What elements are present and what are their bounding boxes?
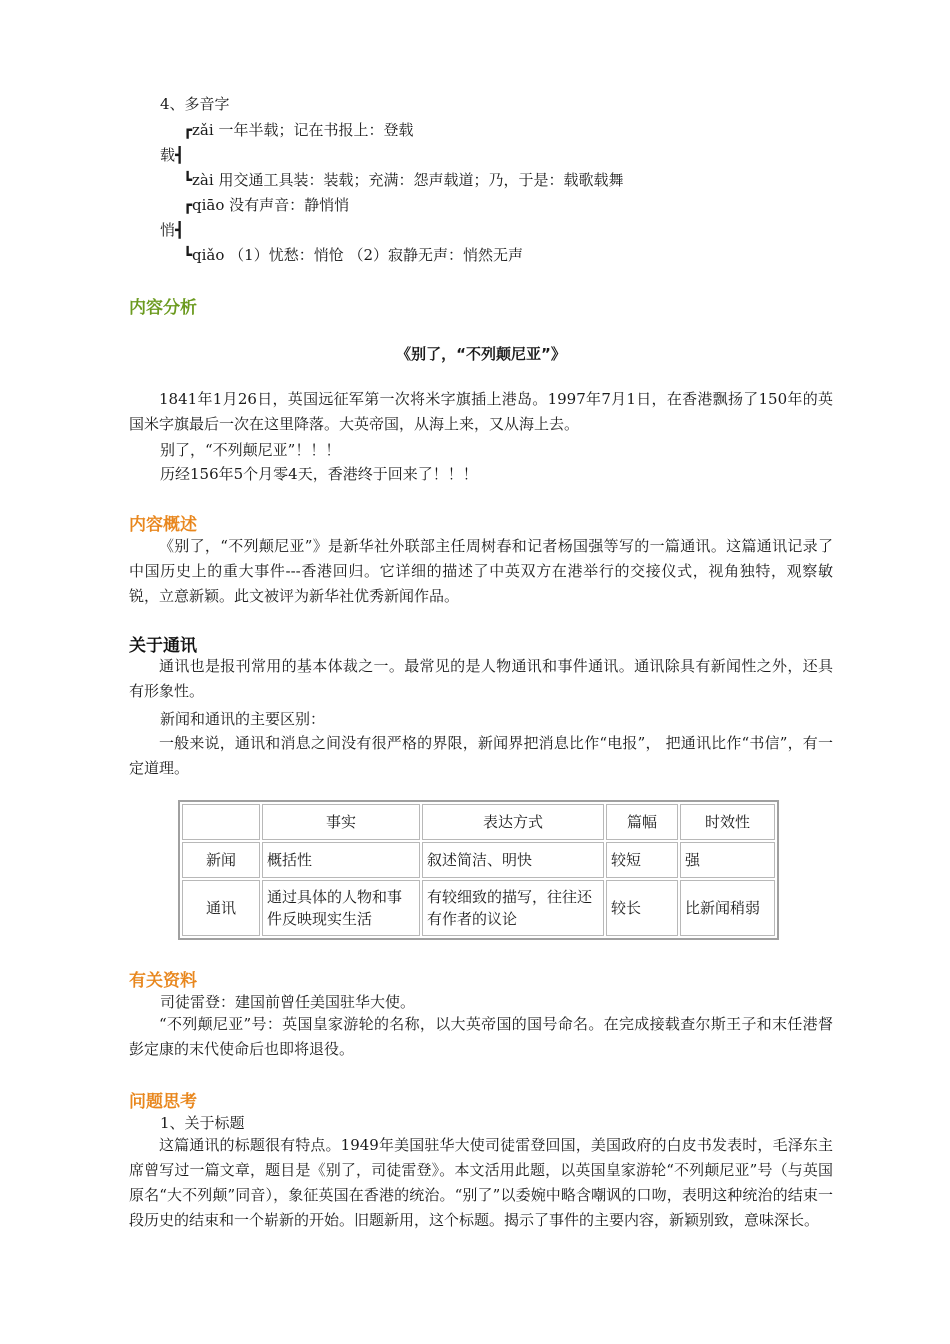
table-cell: 比新闻稍弱 [680,880,775,936]
table-header-cell [182,804,260,840]
table-cell: 概括性 [262,842,420,878]
questions-heading: 问题思考 [129,1092,197,1112]
content-summary-heading: 内容概述 [129,515,197,535]
table-row [182,880,775,936]
table-header-row [182,804,775,840]
bracket-mark: ┫ [175,146,185,164]
analysis-paragraph-1: 1841年1月26日，英国远征军第一次将米字旗插上港岛。1997年7月1日，在香港飘扬了150年的英国米字旗最后一次在这里降落。大英帝国，从海上来，又从海上去。 [129,390,833,433]
table-cell: 通讯 [182,880,260,936]
analysis-paragraph-2: 别了，“不列颠尼亚”！！！ [160,441,341,459]
materials-paragraph-1: 司徒雷登：建国前曾任美国驻华大使。 [160,993,416,1011]
polyphone-heading: 4、多音字 [160,95,230,113]
related-materials-heading: 有关资料 [129,971,197,991]
content-analysis-heading: 内容分析 [129,298,197,318]
zai-char-label [160,145,184,165]
qiao-char-label [160,220,184,240]
question-item-1: 1、关于标题 [160,1114,245,1132]
zai-char: 载 [160,146,176,164]
article-title: 《别了，“不列颠尼亚”》 [396,345,566,363]
summary-paragraph: 《别了，“不列颠尼亚”》是新华社外联部主任周树春和记者杨国强等写的一篇通讯。这篇通讯记录了中国历史上的重大事件---香港回归。它详细的描述了中英双方在港举行的交接仪式，视角独特，观察敏锐，立意新颖。此文被评为新华社优秀新闻作品。 [129,537,833,605]
bracket-mark: ┫ [175,221,185,239]
table-row [182,842,775,878]
about-paragraph-2: 新闻和通讯的主要区别： [160,710,326,728]
materials-paragraph-2: “不列颠尼亚”号：英国皇家游轮的名称，以大英帝国的国号命名。在完成接载查尔斯王子和末任港督彭定康的末代使命后也即将退役。 [129,1015,833,1058]
qiao-char: 悄 [160,221,176,239]
table-cell: 较长 [606,880,678,936]
zai-reading-1: ┏zǎi 一年半载；记在书报上：登载 [183,121,414,139]
qiao-reading-1: ┏qiāo 没有声音：静悄悄 [183,196,350,214]
table-header-cell: 事实 [262,804,420,840]
table-cell: 通过具体的人物和事件反映现实生活 [262,880,420,936]
comparison-table [178,800,779,940]
about-paragraph-1: 通讯也是报刊常用的基本体裁之一。最常见的是人物通讯和事件通讯。通讯除具有新闻性之外，还具有形象性。 [129,657,833,700]
table-cell: 较短 [606,842,678,878]
table-cell: 有较细致的描写，往往还有作者的议论 [422,880,604,936]
zai-reading-2: ┗zài 用交通工具装：装载；充满：怨声载道；乃，于是：载歌载舞 [183,171,624,189]
table-cell: 新闻 [182,842,260,878]
question-paragraph: 这篇通讯的标题很有特点。1949年美国驻华大使司徒雷登回国，美国政府的白皮书发表时，毛泽东主席曾写过一篇文章，题目是《别了，司徒雷登》。本文活用此题，以英国皇家游轮“不列颠尼亚”号（与英国原名“大不列颠”同音），象征英国在香港的统治。“别了”以委婉中略含嘲讽的口吻，表明这种统治的结束一段历史的结束和一个崭新的开始。旧题新用，这个标题。揭示了事件的主要内容，新颖别致，意味深长。 [129,1136,833,1229]
table-cell: 叙述简洁、明快 [422,842,604,878]
analysis-paragraph-3: 历经156年5个月零4天，香港终于回来了！！！ [160,465,478,483]
table-header-cell: 篇幅 [606,804,678,840]
qiao-reading-2: ┗qiǎo （1）忧愁：悄怆 （2）寂静无声：悄然无声 [183,246,524,264]
about-tongxun-heading: 关于通讯 [129,636,197,656]
table-header-cell: 表达方式 [422,804,604,840]
table-header-cell: 时效性 [680,804,775,840]
table-cell: 强 [680,842,775,878]
about-paragraph-3: 一般来说，通讯和消息之间没有很严格的界限，新闻界把消息比作“电报”， 把通讯比作“书信”，有一定道理。 [129,734,833,777]
